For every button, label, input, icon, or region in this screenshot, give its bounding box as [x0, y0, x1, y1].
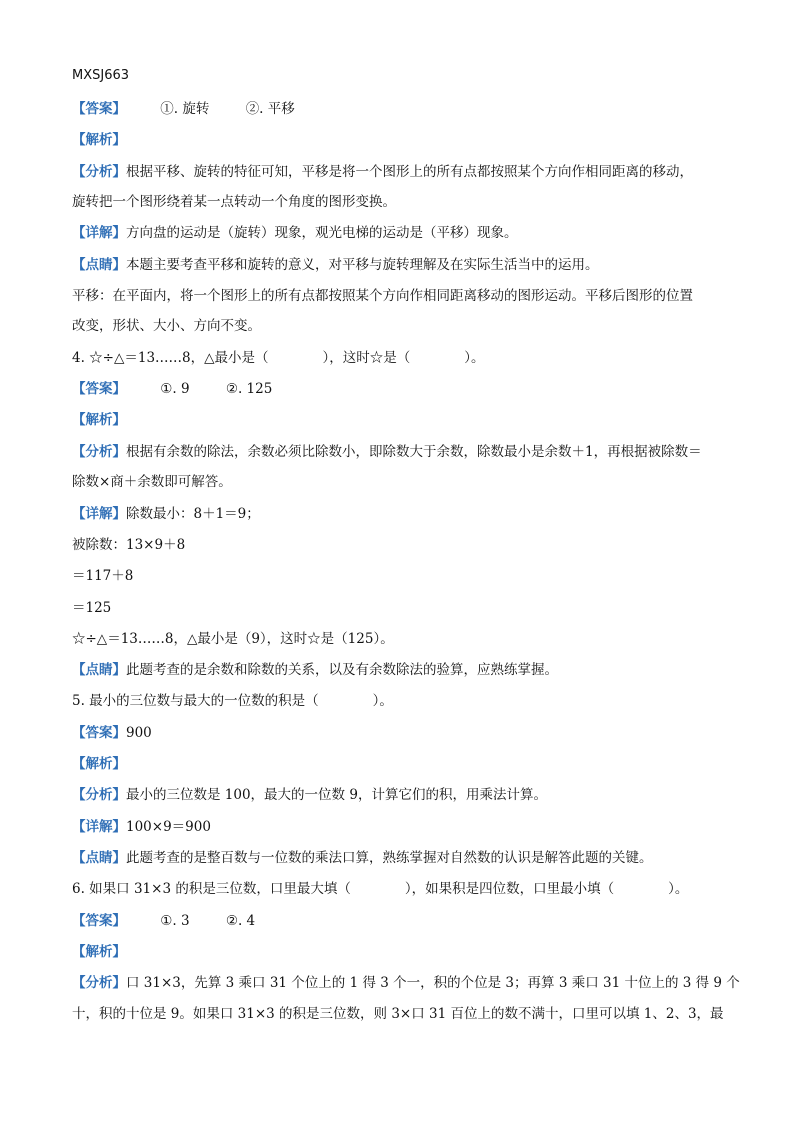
q3-fenxi-line-1: 【分析】根据平移、旋转的特征可知，平移是将一个图形上的所有点都按照某个方向作相同距离的移动，: [72, 164, 693, 180]
answer-label: 【答案】: [72, 725, 126, 741]
fenxi-label: 【分析】: [72, 787, 126, 803]
q4-calc-line-4: ☆÷△＝13……8，△最小是（9），这时☆是（125）。: [72, 631, 394, 647]
q4-calc-line-3: ＝125: [72, 600, 112, 616]
q4-question: 4. ☆÷△＝13……8，△最小是（ ），这时☆是（ ）。: [72, 350, 485, 366]
answer-item-1: 900: [126, 725, 152, 741]
fenxi-label: 【分析】: [72, 975, 126, 991]
dianjing-label: 【点睛】: [72, 662, 126, 678]
q4-calc-line-2: ＝117＋8: [72, 568, 134, 584]
answer-item-1: ①. 9: [160, 381, 190, 397]
q3-extra-line-2: 改变，形状、大小、方向不变。: [72, 318, 261, 334]
xiangjie-label: 【详解】: [72, 819, 126, 835]
xiangjie-label: 【详解】: [72, 506, 126, 522]
q4-fenxi-line-1: 【分析】根据有余数的除法，余数必须比除数小，即除数大于余数，除数最小是余数＋1，再根据被除数＝: [72, 444, 702, 460]
document-code: MXSJ663: [72, 68, 130, 83]
q6-fenxi-line-2: 十，积的十位是 9。如果口 31×3 的积是三位数，则 3×口 31 百位上的数不满十，口里可以填 1、2、3，最: [72, 1006, 724, 1022]
q5-answer-row: [72, 724, 152, 742]
answer-label: 【答案】: [72, 381, 126, 397]
q3-jiexi-label: 【解析】: [72, 132, 126, 148]
q5-jiexi-label: 【解析】: [72, 756, 126, 772]
dianjing-label: 【点睛】: [72, 257, 126, 273]
q6-fenxi-line-1: 【分析】口 31×3，先算 3 乘口 31 个位上的 1 得 3 个一，积的个位是 3；再算 3 乘口 31 十位上的 3 得 9 个: [72, 975, 740, 991]
fenxi-label: 【分析】: [72, 444, 126, 460]
fenxi-label: 【分析】: [72, 164, 126, 180]
answer-item-2: ②. 平移: [245, 101, 295, 117]
answer-item-1: ①. 3: [160, 913, 190, 929]
xiangjie-label: 【详解】: [72, 225, 126, 241]
q4-dianjing-line: 【点睛】此题考查的是余数和除数的关系，以及有余数除法的验算，应熟练掌握。: [72, 662, 558, 678]
answer-item-2: ②. 125: [225, 381, 273, 397]
q4-jiexi-label: 【解析】: [72, 412, 126, 428]
answer-label: 【答案】: [72, 913, 126, 929]
q3-answer-row: [72, 100, 295, 118]
q6-question: 6. 如果口 31×3 的积是三位数，口里最大填（ ），如果积是四位数，口里最小填（ ）。: [72, 881, 689, 897]
q5-dianjing-line: 【点睛】此题考查的是整百数与一位数的乘法口算，熟练掌握对自然数的认识是解答此题的关键。: [72, 850, 653, 866]
q3-dianjing-line: 【点睛】本题主要考查平移和旋转的意义，对平移与旋转理解及在实际生活当中的运用。: [72, 257, 599, 273]
q6-jiexi-label: 【解析】: [72, 944, 126, 960]
q3-extra-line-1: 平移：在平面内，将一个图形上的所有点都按照某个方向作相同距离移动的图形运动。平移后图形的位置: [72, 288, 693, 304]
q5-fenxi-line: 【分析】最小的三位数是 100，最大的一位数 9，计算它们的积，用乘法计算。: [72, 787, 547, 803]
q6-answer-row: [72, 912, 255, 930]
answer-item-1: ①. 旋转: [160, 101, 210, 117]
q5-question: 5. 最小的三位数与最大的一位数的积是（ ）。: [72, 693, 393, 709]
q5-xiangjie-line: 【详解】100×9＝900: [72, 819, 211, 835]
q3-xiangjie-line: 【详解】方向盘的运动是（旋转）现象，观光电梯的运动是（平移）现象。: [72, 225, 518, 241]
q4-calc-line-1: 被除数：13×9＋8: [72, 537, 186, 553]
answer-item-2: ②. 4: [225, 913, 256, 929]
q4-fenxi-line-2: 除数×商＋余数即可解答。: [72, 474, 232, 490]
answer-label: 【答案】: [72, 101, 126, 117]
q4-answer-row: [72, 380, 272, 398]
dianjing-label: 【点睛】: [72, 850, 126, 866]
q3-fenxi-line-2: 旋转把一个图形绕着某一点转动一个角度的图形变换。: [72, 194, 396, 210]
q4-xiangjie-line: 【详解】除数最小：8＋1＝9；: [72, 506, 260, 522]
